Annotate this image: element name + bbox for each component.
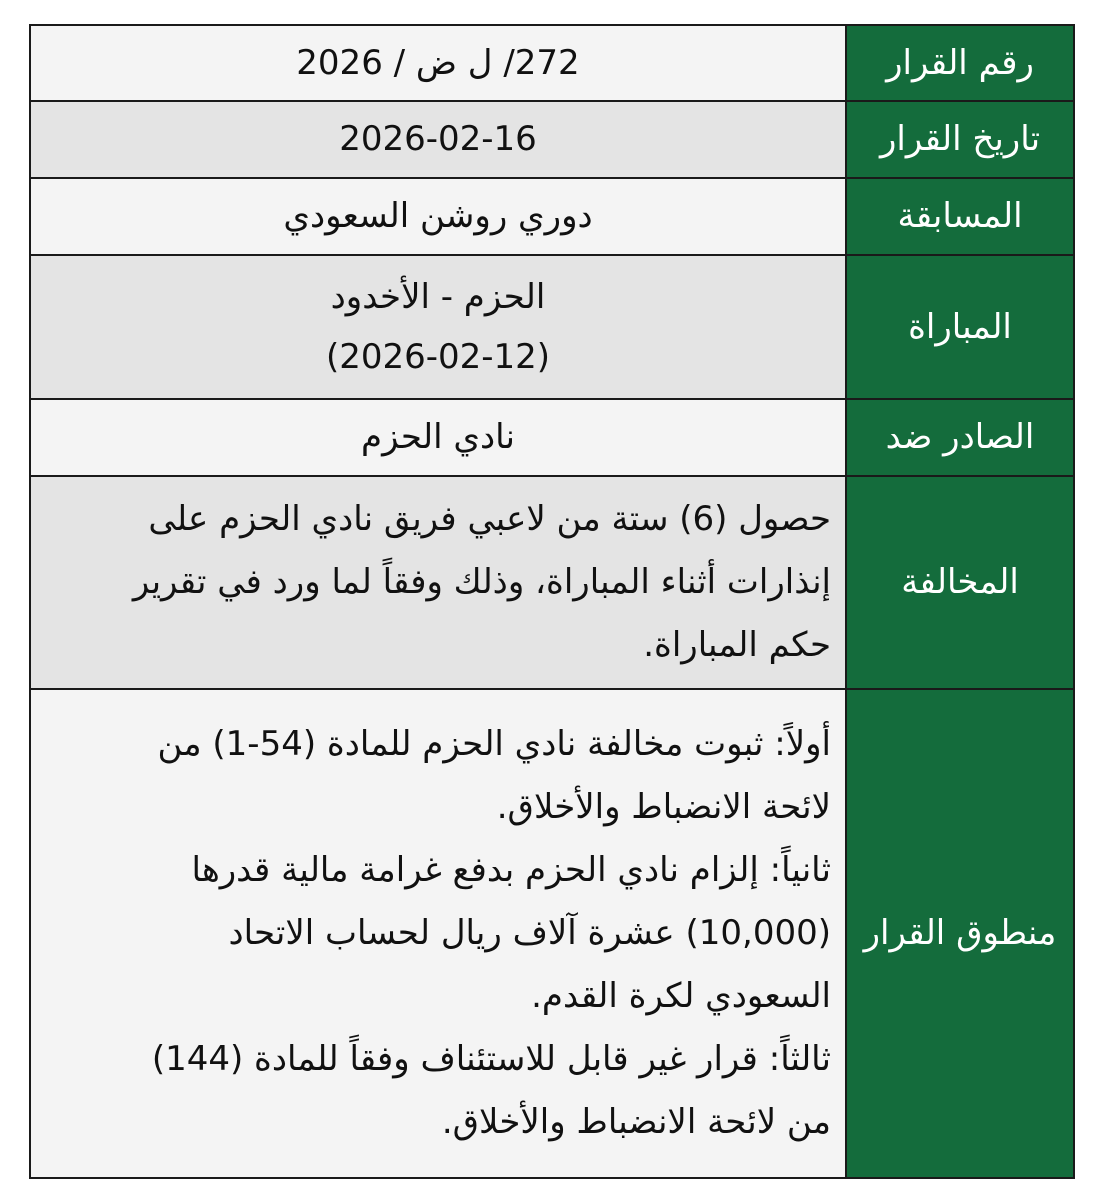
verdict-row <box>30 689 1074 1178</box>
decision-number-row <box>30 25 1074 101</box>
verdict-line: ثانياً: إلزام نادي الحزم بدفع غرامة مالية قدرها <box>191 850 831 890</box>
verdict-text <box>30 689 846 1178</box>
violation-text <box>30 476 846 689</box>
decision-table <box>29 24 1075 1179</box>
issued-against-row <box>30 399 1074 476</box>
issued-against-value: نادي الحزم <box>30 399 846 476</box>
decision-date-row <box>30 101 1074 178</box>
decision-number-value: 272/ ل ض / 2026 <box>30 25 846 101</box>
match-row <box>30 255 1074 399</box>
issued-against-label: الصادر ضد <box>846 399 1074 476</box>
violation-line: إنذارات أثناء المباراة، وذلك وفقاً لما ورد في تقرير <box>132 562 831 602</box>
verdict-line: لائحة الانضباط والأخلاق. <box>496 787 831 827</box>
match-label: المباراة <box>846 255 1074 399</box>
decision-date-value: 2026-02-16 <box>30 101 846 178</box>
verdict-line: ثالثاً: قرار غير قابل للاستئناف وفقاً للمادة (144) <box>151 1039 831 1079</box>
verdict-line: من لائحة الانضباط والأخلاق. <box>441 1102 831 1142</box>
verdict-line: (10,000) عشرة آلاف ريال لحساب الاتحاد <box>228 913 831 953</box>
match-value <box>30 255 846 399</box>
competition-row <box>30 178 1074 255</box>
verdict-line: السعودي لكرة القدم. <box>531 976 831 1016</box>
violation-line: حكم المباراة. <box>643 625 831 665</box>
match-date: (2026-02-12) <box>325 337 551 377</box>
decision-date-label: تاريخ القرار <box>846 101 1074 178</box>
competition-value: دوري روشن السعودي <box>30 178 846 255</box>
match-teams: الحزم - الأخدود <box>330 277 546 317</box>
violation-label: المخالفة <box>846 476 1074 689</box>
violation-line: حصول (6) ستة من لاعبي فريق نادي الحزم على <box>148 499 831 539</box>
competition-label: المسابقة <box>846 178 1074 255</box>
verdict-label: منطوق القرار <box>846 689 1074 1178</box>
decision-number-label: رقم القرار <box>846 25 1074 101</box>
violation-row <box>30 476 1074 689</box>
verdict-line: أولاً: ثبوت مخالفة نادي الحزم للمادة (54-1) من <box>157 724 831 764</box>
